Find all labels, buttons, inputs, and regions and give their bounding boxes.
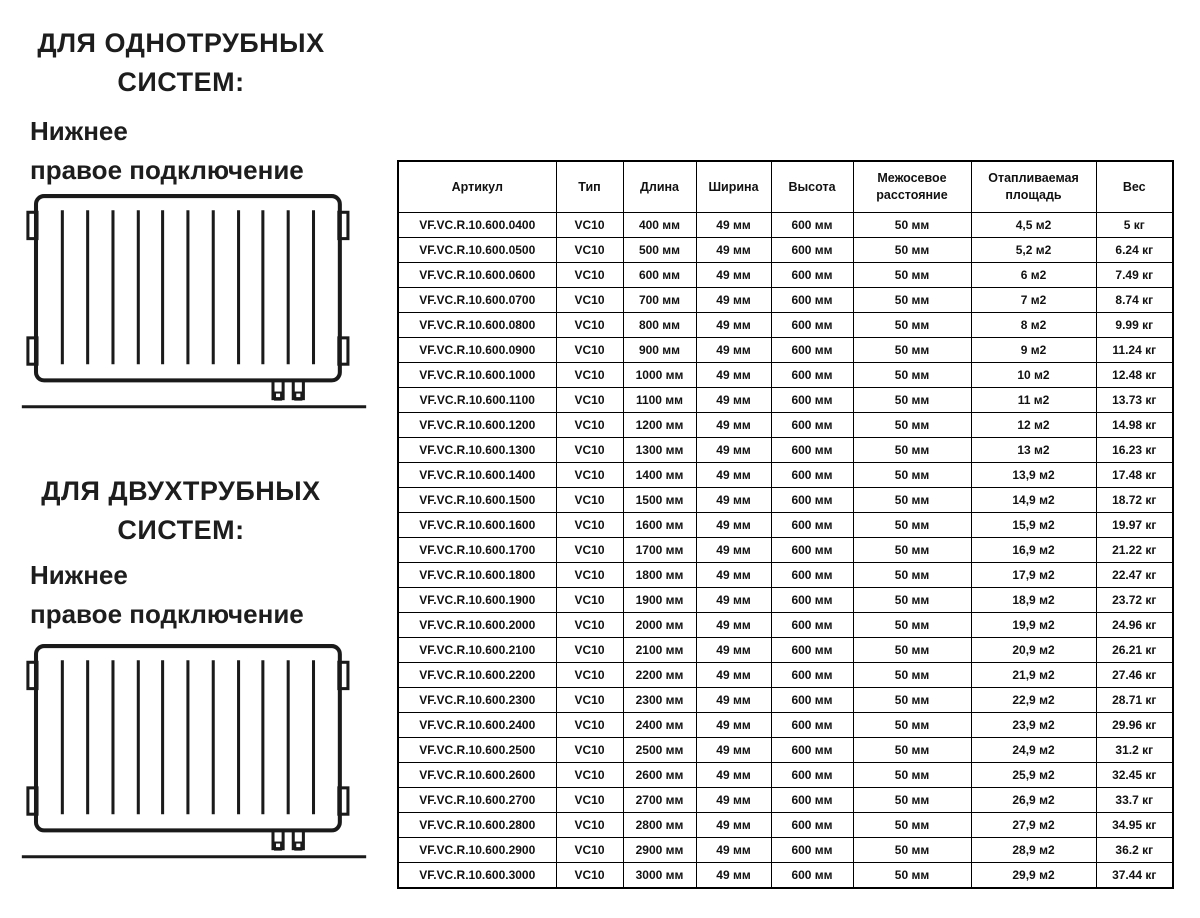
table-cell-type: VC10 [556,338,623,363]
table-cell-width: 49 мм [696,213,771,238]
table-row [398,463,1173,488]
table-cell-type: VC10 [556,813,623,838]
table-cell-height: 600 мм [771,813,853,838]
table-cell-weight: 5 кг [1096,213,1173,238]
table-cell-weight: 36.2 кг [1096,838,1173,863]
table-row [398,338,1173,363]
table-cell-axis-distance: 50 мм [853,638,971,663]
table-cell-weight: 6.24 кг [1096,238,1173,263]
table-cell-weight: 33.7 кг [1096,788,1173,813]
table-cell-height: 600 мм [771,413,853,438]
table-cell-type: VC10 [556,638,623,663]
table-cell-article: VF.VC.R.10.600.2500 [398,738,556,763]
table-cell-height: 600 мм [771,763,853,788]
table-cell-weight: 8.74 кг [1096,288,1173,313]
table-cell-width: 49 мм [696,513,771,538]
table-cell-height: 600 мм [771,438,853,463]
table-cell-length: 500 мм [623,238,696,263]
table-cell-type: VC10 [556,538,623,563]
table-cell-article: VF.VC.R.10.600.2100 [398,638,556,663]
table-cell-heated-area: 13 м2 [971,438,1096,463]
table-row [398,738,1173,763]
table-cell-width: 49 мм [696,613,771,638]
table-cell-article: VF.VC.R.10.600.0400 [398,213,556,238]
table-cell-length: 2900 мм [623,838,696,863]
table-row [398,213,1173,238]
table-row [398,588,1173,613]
table-cell-length: 700 мм [623,288,696,313]
table-cell-heated-area: 8 м2 [971,313,1096,338]
table-cell-article: VF.VC.R.10.600.2200 [398,663,556,688]
table-cell-heated-area: 11 м2 [971,388,1096,413]
table-cell-length: 3000 мм [623,863,696,889]
table-row [398,688,1173,713]
subtitle-line-2: правое подключение [30,599,304,629]
table-row [398,763,1173,788]
table-cell-weight: 26.21 кг [1096,638,1173,663]
table-cell-length: 2000 мм [623,613,696,638]
table-cell-type: VC10 [556,788,623,813]
table-cell-width: 49 мм [696,363,771,388]
table-cell-axis-distance: 50 мм [853,613,971,638]
table-cell-height: 600 мм [771,563,853,588]
subtitle-line-1: Нижнее [30,116,128,146]
table-cell-height: 600 мм [771,663,853,688]
column-header-type: Тип [556,161,623,213]
table-cell-height: 600 мм [771,738,853,763]
table-cell-article: VF.VC.R.10.600.1500 [398,488,556,513]
column-header-weight: Вес [1096,161,1173,213]
connection-subtitle-one-pipe [30,112,304,190]
column-header-heated-area: Отапливаемая площадь [971,161,1096,213]
table-cell-heated-area: 15,9 м2 [971,513,1096,538]
table-cell-type: VC10 [556,838,623,863]
column-header-article: Артикул [398,161,556,213]
table-cell-height: 600 мм [771,338,853,363]
table-cell-height: 600 мм [771,313,853,338]
table-cell-length: 1200 мм [623,413,696,438]
table-cell-type: VC10 [556,313,623,338]
title-line-1: ДЛЯ ОДНОТРУБНЫХ [37,28,325,58]
table-cell-axis-distance: 50 мм [853,313,971,338]
table-cell-type: VC10 [556,613,623,638]
table-cell-article: VF.VC.R.10.600.2300 [398,688,556,713]
table-cell-length: 1700 мм [623,538,696,563]
table-cell-article: VF.VC.R.10.600.1200 [398,413,556,438]
table-cell-weight: 18.72 кг [1096,488,1173,513]
table-cell-length: 800 мм [623,313,696,338]
table-cell-type: VC10 [556,488,623,513]
table-cell-article: VF.VC.R.10.600.1100 [398,388,556,413]
radiator-diagram-two-pipe [20,640,368,878]
table-cell-length: 1000 мм [623,363,696,388]
table-row [398,813,1173,838]
table-cell-height: 600 мм [771,463,853,488]
table-cell-type: VC10 [556,238,623,263]
spec-table [397,160,1174,889]
table-cell-length: 2600 мм [623,763,696,788]
table-cell-width: 49 мм [696,438,771,463]
table-cell-article: VF.VC.R.10.600.1900 [398,588,556,613]
table-cell-height: 600 мм [771,688,853,713]
table-cell-axis-distance: 50 мм [853,788,971,813]
table-cell-weight: 37.44 кг [1096,863,1173,889]
title-line-2: СИСТЕМ: [117,67,245,98]
table-cell-type: VC10 [556,363,623,388]
radiator-diagram-one-pipe [20,190,368,428]
table-cell-type: VC10 [556,738,623,763]
table-cell-article: VF.VC.R.10.600.0500 [398,238,556,263]
table-cell-axis-distance: 50 мм [853,513,971,538]
table-cell-weight: 28.71 кг [1096,688,1173,713]
table-row [398,288,1173,313]
table-cell-length: 1800 мм [623,563,696,588]
subtitle-line-1: Нижнее [30,560,128,590]
table-cell-type: VC10 [556,263,623,288]
table-cell-length: 2300 мм [623,688,696,713]
table-cell-heated-area: 13,9 м2 [971,463,1096,488]
table-cell-axis-distance: 50 мм [853,713,971,738]
table-cell-article: VF.VC.R.10.600.2600 [398,763,556,788]
table-cell-axis-distance: 50 мм [853,538,971,563]
table-cell-height: 600 мм [771,788,853,813]
table-row [398,713,1173,738]
table-cell-height: 600 мм [771,213,853,238]
table-cell-article: VF.VC.R.10.600.0900 [398,338,556,363]
table-header-row [398,161,1173,213]
table-cell-article: VF.VC.R.10.600.1700 [398,538,556,563]
table-row [398,613,1173,638]
table-cell-axis-distance: 50 мм [853,813,971,838]
table-cell-axis-distance: 50 мм [853,338,971,363]
table-cell-type: VC10 [556,413,623,438]
table-row [398,663,1173,688]
table-cell-weight: 19.97 кг [1096,513,1173,538]
table-cell-width: 49 мм [696,563,771,588]
table-cell-type: VC10 [556,863,623,889]
table-row [398,313,1173,338]
table-row [398,538,1173,563]
table-cell-width: 49 мм [696,338,771,363]
table-row [398,413,1173,438]
table-cell-axis-distance: 50 мм [853,463,971,488]
table-cell-type: VC10 [556,513,623,538]
table-row [398,563,1173,588]
table-cell-weight: 34.95 кг [1096,813,1173,838]
table-cell-heated-area: 5,2 м2 [971,238,1096,263]
table-cell-type: VC10 [556,288,623,313]
table-cell-axis-distance: 50 мм [853,288,971,313]
table-cell-weight: 9.99 кг [1096,313,1173,338]
table-cell-weight: 21.22 кг [1096,538,1173,563]
table-cell-height: 600 мм [771,488,853,513]
table-cell-type: VC10 [556,713,623,738]
table-cell-weight: 27.46 кг [1096,663,1173,688]
table-cell-article: VF.VC.R.10.600.1000 [398,363,556,388]
table-row [398,863,1173,889]
table-cell-width: 49 мм [696,713,771,738]
table-cell-width: 49 мм [696,238,771,263]
table-cell-length: 2200 мм [623,663,696,688]
table-cell-weight: 32.45 кг [1096,763,1173,788]
table-cell-weight: 17.48 кг [1096,463,1173,488]
table-row [398,838,1173,863]
table-cell-heated-area: 26,9 м2 [971,788,1096,813]
table-cell-width: 49 мм [696,388,771,413]
table-cell-weight: 13.73 кг [1096,388,1173,413]
table-cell-width: 49 мм [696,838,771,863]
table-cell-width: 49 мм [696,688,771,713]
table-cell-weight: 12.48 кг [1096,363,1173,388]
table-cell-heated-area: 19,9 м2 [971,613,1096,638]
table-cell-axis-distance: 50 мм [853,488,971,513]
column-header-width: Ширина [696,161,771,213]
table-cell-length: 1300 мм [623,438,696,463]
column-header-axis-distance: Межосевое расстояние [853,161,971,213]
table-cell-type: VC10 [556,438,623,463]
table-cell-axis-distance: 50 мм [853,363,971,388]
table-cell-height: 600 мм [771,363,853,388]
title-line-2: СИСТЕМ: [117,515,245,546]
column-header-length: Длина [623,161,696,213]
table-cell-type: VC10 [556,213,623,238]
table-cell-length: 2100 мм [623,638,696,663]
table-cell-width: 49 мм [696,263,771,288]
table-cell-length: 600 мм [623,263,696,288]
table-cell-weight: 11.24 кг [1096,338,1173,363]
table-cell-axis-distance: 50 мм [853,263,971,288]
table-cell-length: 400 мм [623,213,696,238]
table-cell-heated-area: 12 м2 [971,413,1096,438]
table-cell-weight: 16.23 кг [1096,438,1173,463]
table-row [398,388,1173,413]
table-cell-axis-distance: 50 мм [853,838,971,863]
table-cell-width: 49 мм [696,863,771,889]
table-cell-heated-area: 16,9 м2 [971,538,1096,563]
table-cell-heated-area: 27,9 м2 [971,813,1096,838]
table-row [398,363,1173,388]
table-cell-article: VF.VC.R.10.600.2700 [398,788,556,813]
table-cell-axis-distance: 50 мм [853,413,971,438]
table-cell-article: VF.VC.R.10.600.0700 [398,288,556,313]
table-cell-height: 600 мм [771,538,853,563]
column-header-height: Высота [771,161,853,213]
table-cell-length: 2500 мм [623,738,696,763]
table-cell-width: 49 мм [696,763,771,788]
table-cell-axis-distance: 50 мм [853,213,971,238]
table-cell-length: 900 мм [623,338,696,363]
table-cell-width: 49 мм [696,663,771,688]
table-cell-width: 49 мм [696,463,771,488]
table-cell-height: 600 мм [771,263,853,288]
table-cell-axis-distance: 50 мм [853,738,971,763]
table-cell-weight: 29.96 кг [1096,713,1173,738]
table-row [398,238,1173,263]
table-cell-height: 600 мм [771,863,853,889]
table-cell-length: 1100 мм [623,388,696,413]
table-cell-axis-distance: 50 мм [853,763,971,788]
table-cell-length: 1600 мм [623,513,696,538]
table-row [398,263,1173,288]
table-cell-axis-distance: 50 мм [853,438,971,463]
table-cell-weight: 31.2 кг [1096,738,1173,763]
table-cell-width: 49 мм [696,538,771,563]
table-cell-article: VF.VC.R.10.600.2800 [398,813,556,838]
table-cell-axis-distance: 50 мм [853,588,971,613]
table-cell-height: 600 мм [771,588,853,613]
table-cell-weight: 14.98 кг [1096,413,1173,438]
table-cell-width: 49 мм [696,738,771,763]
table-cell-height: 600 мм [771,613,853,638]
table-cell-length: 2700 мм [623,788,696,813]
table-cell-axis-distance: 50 мм [853,388,971,413]
table-cell-length: 1500 мм [623,488,696,513]
table-cell-heated-area: 6 м2 [971,263,1096,288]
table-row [398,513,1173,538]
table-cell-heated-area: 22,9 м2 [971,688,1096,713]
table-cell-type: VC10 [556,763,623,788]
table-cell-axis-distance: 50 мм [853,863,971,889]
connection-subtitle-two-pipe [30,556,304,634]
table-cell-width: 49 мм [696,413,771,438]
table-cell-height: 600 мм [771,713,853,738]
table-cell-article: VF.VC.R.10.600.1300 [398,438,556,463]
section-title-two-pipe [28,472,334,550]
table-row [398,788,1173,813]
table-cell-heated-area: 21,9 м2 [971,663,1096,688]
table-cell-heated-area: 25,9 м2 [971,763,1096,788]
table-row [398,488,1173,513]
table-cell-heated-area: 24,9 м2 [971,738,1096,763]
table-cell-heated-area: 14,9 м2 [971,488,1096,513]
table-cell-width: 49 мм [696,313,771,338]
table-cell-height: 600 мм [771,288,853,313]
table-row [398,438,1173,463]
table-cell-article: VF.VC.R.10.600.0600 [398,263,556,288]
table-cell-type: VC10 [556,663,623,688]
table-cell-heated-area: 18,9 м2 [971,588,1096,613]
table-cell-length: 1900 мм [623,588,696,613]
table-cell-article: VF.VC.R.10.600.2400 [398,713,556,738]
table-cell-heated-area: 29,9 м2 [971,863,1096,889]
table-cell-article: VF.VC.R.10.600.1800 [398,563,556,588]
table-cell-type: VC10 [556,463,623,488]
table-cell-axis-distance: 50 мм [853,563,971,588]
table-cell-heated-area: 17,9 м2 [971,563,1096,588]
spec-table-container [397,160,1174,889]
title-line-1: ДЛЯ ДВУХТРУБНЫХ [41,476,321,506]
table-cell-width: 49 мм [696,588,771,613]
table-cell-heated-area: 28,9 м2 [971,838,1096,863]
table-cell-heated-area: 23,9 м2 [971,713,1096,738]
subtitle-line-2: правое подключение [30,155,304,185]
table-cell-length: 1400 мм [623,463,696,488]
table-cell-weight: 23.72 кг [1096,588,1173,613]
section-title-one-pipe [28,24,334,102]
table-cell-type: VC10 [556,688,623,713]
table-cell-width: 49 мм [696,288,771,313]
table-cell-weight: 24.96 кг [1096,613,1173,638]
table-cell-heated-area: 7 м2 [971,288,1096,313]
table-cell-length: 2800 мм [623,813,696,838]
table-cell-height: 600 мм [771,638,853,663]
table-cell-heated-area: 9 м2 [971,338,1096,363]
table-cell-length: 2400 мм [623,713,696,738]
table-row [398,638,1173,663]
table-cell-article: VF.VC.R.10.600.2000 [398,613,556,638]
table-cell-article: VF.VC.R.10.600.0800 [398,313,556,338]
table-cell-weight: 22.47 кг [1096,563,1173,588]
table-cell-width: 49 мм [696,813,771,838]
table-cell-width: 49 мм [696,638,771,663]
table-cell-heated-area: 10 м2 [971,363,1096,388]
table-cell-type: VC10 [556,388,623,413]
table-cell-article: VF.VC.R.10.600.3000 [398,863,556,889]
table-cell-axis-distance: 50 мм [853,688,971,713]
table-cell-width: 49 мм [696,488,771,513]
table-cell-type: VC10 [556,563,623,588]
table-cell-height: 600 мм [771,838,853,863]
table-cell-axis-distance: 50 мм [853,238,971,263]
table-cell-height: 600 мм [771,238,853,263]
table-cell-width: 49 мм [696,788,771,813]
table-cell-heated-area: 4,5 м2 [971,213,1096,238]
table-cell-article: VF.VC.R.10.600.1400 [398,463,556,488]
table-cell-weight: 7.49 кг [1096,263,1173,288]
table-cell-article: VF.VC.R.10.600.1600 [398,513,556,538]
table-cell-type: VC10 [556,588,623,613]
table-cell-height: 600 мм [771,513,853,538]
table-cell-axis-distance: 50 мм [853,663,971,688]
table-cell-height: 600 мм [771,388,853,413]
table-cell-heated-area: 20,9 м2 [971,638,1096,663]
table-cell-article: VF.VC.R.10.600.2900 [398,838,556,863]
